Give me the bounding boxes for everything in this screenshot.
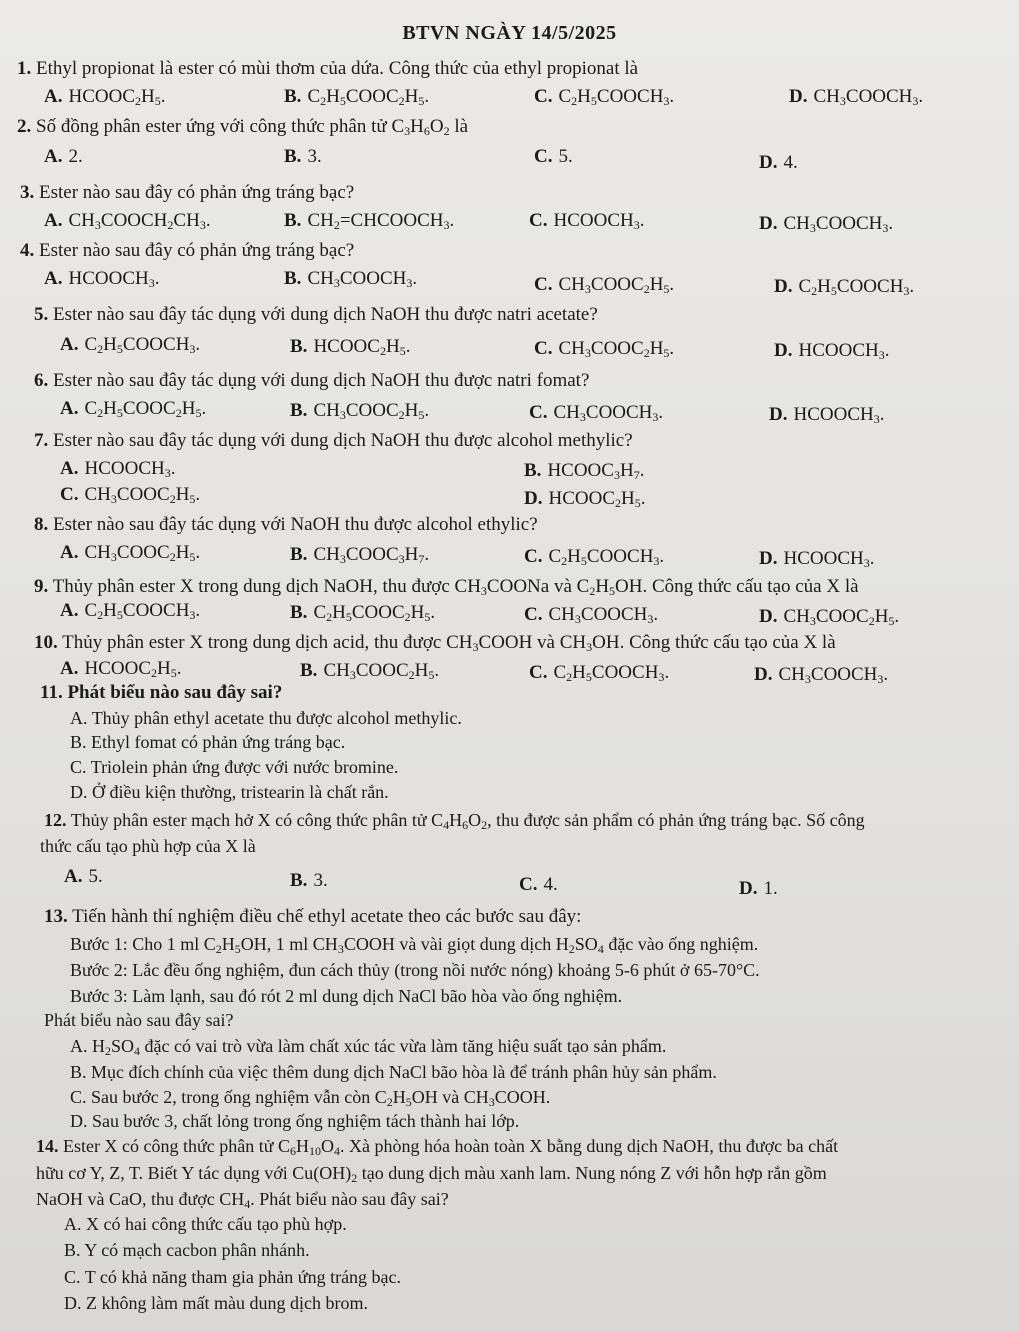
q3-option-d: D. $CH_3COOCH_3$. <box>759 213 894 235</box>
question-3: 3. Ester nào sau đây có phản ứng tráng bạc? <box>20 182 355 203</box>
q6-option-b: B. $CH_3COOC_2H_5$. <box>290 400 430 422</box>
question-8: 8. Ester nào sau đây tác dụng với NaOH thu được alcohol ethylic? <box>34 514 538 535</box>
q14-option-c: C. T có khả năng tham gia phản ứng tráng bạc. <box>64 1267 402 1287</box>
q12-option-b: B. 3. <box>290 870 328 891</box>
q13-step-1: Bước 1: Cho 1 ml $C_2H_5OH$, 1 ml $CH_3COOH$ và vài giọt dung dịch $H_2SO_4$ đặc vào ống nghiệm. <box>70 934 759 956</box>
q12-option-c: C. 4. <box>519 874 558 895</box>
q7-option-d: D. $HCOOC_2H_5$. <box>524 488 646 510</box>
q7-option-b: B. $HCOOC_3H_7$. <box>524 460 645 482</box>
q2-option-c: C. 5. <box>534 146 573 167</box>
q11-option-c: C. Triolein phản ứng được với nước bromine. <box>70 757 399 777</box>
question-9: 9. Thủy phân ester X trong dung dịch NaOH, thu được $CH_3COONa$ và $C_2H_5OH$. Công thức cấu tạo của X là <box>34 576 859 598</box>
q1-option-d: D. $CH_3COOCH_3$. <box>789 86 924 108</box>
q11-option-d: D. Ở điều kiện thường, tristearin là chất rắn. <box>70 782 389 802</box>
question-14-line-3: NaOH và CaO, thu được $CH_4$. Phát biểu nào sau đây sai? <box>36 1189 449 1211</box>
q12-option-a: A. 5. <box>64 866 103 887</box>
q14-option-d: D. Z không làm mất màu dung dịch brom. <box>64 1293 368 1313</box>
q3-option-a: A. $CH_3COOCH_2CH_3$. <box>44 210 211 232</box>
q8-option-c: C. $C_2H_5COOCH_3$. <box>524 546 665 568</box>
q1-option-c: C. $C_2H_5COOCH_3$. <box>534 86 675 108</box>
q9-option-b: B. $C_2H_5COOC_2H_5$. <box>290 602 436 624</box>
q4-option-c: C. $CH_3COOC_2H_5$. <box>534 274 675 296</box>
question-2: 2. Số đồng phân ester ứng với công thức phân tử $C_3H_6O_2$ là <box>17 116 469 138</box>
q2-option-b: B. 3. <box>284 146 322 167</box>
q5-option-a: A. $C_2H_5COOCH_3$. <box>60 334 201 356</box>
q8-option-b: B. $CH_3COOC_3H_7$. <box>290 544 430 566</box>
q1-option-a: A. $HCOOC_2H_5$. <box>44 86 166 108</box>
question-12: 12. Thủy phân ester mạch hở X có công thức phân tử $C_4H_6O_2$, thu được sản phẩm có phản ứng tráng bạc. Số công <box>44 810 865 832</box>
q10-option-a: A. $HCOOC_2H_5$. <box>60 658 182 680</box>
question-6: 6. Ester nào sau đây tác dụng với dung dịch NaOH thu được natri fomat? <box>34 370 590 391</box>
question-5: 5. Ester nào sau đây tác dụng với dung dịch NaOH thu được natri acetate? <box>34 304 598 325</box>
q9-option-d: D. $CH_3COOC_2H_5$. <box>759 606 900 628</box>
question-14: 14. Ester X có công thức phân tử $C_6H_{10}O_4$. Xà phòng hóa hoàn toàn X bằng dung dịch NaOH, thu được ba chất <box>36 1136 839 1158</box>
q1-option-b: B. $C_2H_5COOC_2H_5$. <box>284 86 430 108</box>
q7-option-c: C. $CH_3COOC_2H_5$. <box>60 484 201 506</box>
q13-option-b: B. Mục đích chính của việc thêm dung dịch NaCl bão hòa là để tránh phân hủy sản phẩm. <box>70 1062 717 1082</box>
q9-option-c: C. $CH_3COOCH_3$. <box>524 604 659 626</box>
question-1: 1. Ethyl propionat là ester có mùi thơm của dứa. Công thức của ethyl propionat là <box>17 58 639 79</box>
q14-option-a: A. X có hai công thức cấu tạo phù hợp. <box>64 1214 347 1234</box>
q5-option-b: B. $HCOOC_2H_5$. <box>290 336 411 358</box>
question-12-cont: thức cấu tạo phù hợp của X là <box>40 836 256 856</box>
q4-option-d: D. $C_2H_5COOCH_3$. <box>774 276 915 298</box>
q11-option-a: A. Thủy phân ethyl acetate thu được alcohol methylic. <box>70 708 462 728</box>
question-14-line-2: hữu cơ Y, Z, T. Biết Y tác dụng với $Cu(OH)_2$ tạo dung dịch màu xanh lam. Nung nóng Z với hỗn hợp rắn gồm <box>36 1163 827 1185</box>
q10-option-c: C. $C_2H_5COOCH_3$. <box>529 662 670 684</box>
question-13: 13. Tiến hành thí nghiệm điều chế ethyl acetate theo các bước sau đây: <box>44 906 582 927</box>
q11-option-b: B. Ethyl fomat có phản ứng tráng bạc. <box>70 732 346 752</box>
question-7: 7. Ester nào sau đây tác dụng với dung dịch NaOH thu được alcohol methylic? <box>34 430 633 451</box>
q8-option-d: D. $HCOOCH_3$. <box>759 548 875 570</box>
q13-option-c: C. Sau bước 2, trong ống nghiệm vẫn còn $C_2H_5OH$ và $CH_3COOH$. <box>70 1087 551 1109</box>
q10-option-b: B. $CH_3COOC_2H_5$. <box>300 660 440 682</box>
q6-option-c: C. $CH_3COOCH_3$. <box>529 402 664 424</box>
q10-option-d: D. $CH_3COOCH_3$. <box>754 664 889 686</box>
q9-option-a: A. $C_2H_5COOCH_3$. <box>60 600 201 622</box>
question-4: 4. Ester nào sau đây có phản ứng tráng bạc? <box>20 240 355 261</box>
q6-option-d: D. $HCOOCH_3$. <box>769 404 885 426</box>
q12-option-d: D. 1. <box>739 878 778 899</box>
q13-ask: Phát biểu nào sau đây sai? <box>44 1010 234 1030</box>
q6-option-a: A. $C_2H_5COOC_2H_5$. <box>60 398 207 420</box>
q13-step-2: Bước 2: Lắc đều ống nghiệm, đun cách thủy (trong nồi nước nóng) khoảng 5-6 phút ở 65-70°C. <box>70 960 760 980</box>
q13-step-3: Bước 3: Làm lạnh, sau đó rót 2 ml dung dịch NaCl bão hòa vào ống nghiệm. <box>70 986 623 1006</box>
q3-option-c: C. $HCOOCH_3$. <box>529 210 645 232</box>
q8-option-a: A. $CH_3COOC_2H_5$. <box>60 542 201 564</box>
q5-option-d: D. $HCOOCH_3$. <box>774 340 890 362</box>
q4-option-b: B. $CH_3COOCH_3$. <box>284 268 418 290</box>
q5-option-c: C. $CH_3COOC_2H_5$. <box>534 338 675 360</box>
q4-option-a: A. $HCOOCH_3$. <box>44 268 160 290</box>
q13-option-d: D. Sau bước 3, chất lỏng trong ống nghiệm tách thành hai lớp. <box>70 1111 520 1131</box>
page-title: BTVN NGÀY 14/5/2025 <box>402 22 617 44</box>
q13-option-a: A. $H_2SO_4$ đặc có vai trò vừa làm chất xúc tác vừa làm tăng hiệu suất tạo sản phẩm. <box>70 1036 667 1058</box>
q14-option-b: B. Y có mạch cacbon phân nhánh. <box>64 1240 310 1260</box>
q2-option-a: A. 2. <box>44 146 83 167</box>
question-10: 10. Thủy phân ester X trong dung dịch acid, thu được $CH_3COOH$ và $CH_3OH$. Công thức cấu tạo của X là <box>34 632 836 654</box>
q7-option-a: A. $HCOOCH_3$. <box>60 458 176 480</box>
question-11: 11. Phát biểu nào sau đây sai? <box>40 682 283 703</box>
q3-option-b: B. $CH_2=CHCOOCH_3$. <box>284 210 455 232</box>
q2-option-d: D. 4. <box>759 152 798 173</box>
